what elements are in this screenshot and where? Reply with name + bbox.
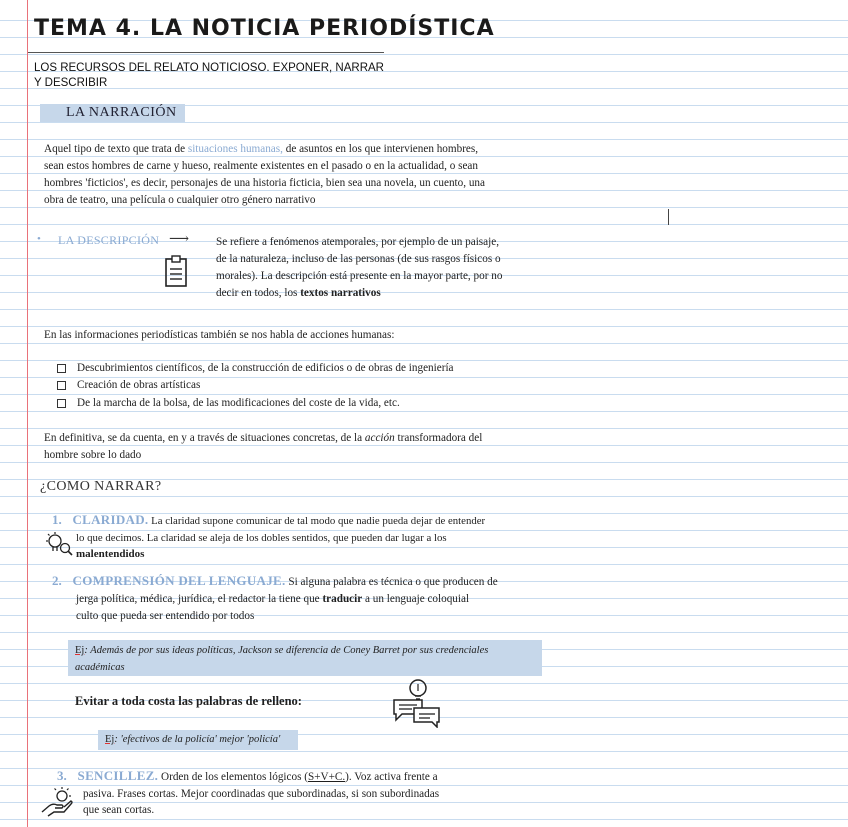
idea-chat-icon: [392, 676, 442, 733]
text-run: de asuntos en los que intervienen hombres,: [282, 143, 479, 155]
text-run: La claridad supone comunicar de tal modo que nadie pueda dejar de entender: [151, 515, 486, 527]
underlined-term: S+V+C.: [307, 771, 346, 783]
bullet-icon: •: [37, 233, 41, 245]
narracion-paragraph: [44, 141, 564, 209]
section-heading-como-narrar: ¿COMO NARRAR?: [40, 479, 162, 494]
text-line: Se refiere a fenómenos atemporales, por ejemplo de un paisaje,: [216, 236, 499, 248]
section-heading-narracion: LA NARRACIÓN: [40, 104, 185, 122]
highlighted-term: situaciones humanas,: [187, 143, 283, 155]
comprension-block: [52, 572, 552, 625]
bold-term: textos narrativos: [300, 287, 381, 299]
text-run: jerga política, médica, jurídica, el redactor la tiene que: [76, 593, 323, 605]
list-item: [57, 379, 200, 391]
text-run: decir en todos, los: [216, 287, 301, 299]
list-item-text: De la marcha de la bolsa, de las modificaciones del coste de la vida, etc.: [77, 397, 400, 409]
page-subtitle: [34, 61, 394, 91]
italic-term: acción: [364, 432, 395, 444]
text-line: sean estos hombres de carne y hueso, realmente existentes en el pasado o en la actualidad, o sean: [44, 160, 478, 172]
text-run: ). Voz activa frente a: [345, 771, 438, 783]
text-run: : 'efectivos de la policía' mejor 'policía': [114, 734, 281, 745]
text-line: de la naturaleza, incluso de las personas (de sus rasgos físicos o: [216, 253, 501, 265]
example-label: Ej: [75, 645, 85, 656]
text-run: a un lenguaje coloquial: [362, 593, 470, 605]
conclusion-paragraph: [44, 430, 564, 464]
notebook-margin-line: [27, 0, 28, 827]
clipboard-icon: [164, 254, 188, 293]
example-text: [75, 642, 537, 676]
claridad-block: [52, 511, 552, 562]
keyword-comprension: COMPRENSIÓN DEL LENGUAJE.: [72, 573, 286, 588]
text-line: hombres 'ficticios', es decir, personajes de una historia ficticia, bien sea una novela, un cuento, una: [44, 177, 485, 189]
text-run: Orden de los elementos lógicos (: [158, 771, 308, 783]
bold-term: traducir: [322, 593, 363, 605]
example-text-2: [105, 731, 280, 748]
list-item: [57, 362, 454, 374]
section-heading-descripcion: LA DESCRIPCIÓN: [58, 233, 160, 247]
item-number: 3.: [57, 768, 67, 783]
text-run: Si alguna palabra es técnica o que producen de: [285, 576, 498, 588]
sencillez-block: [57, 767, 527, 818]
text-run: : Además de por sus ideas políticas, Jackson se diferencia de Coney Barret por sus credenciales: [84, 645, 489, 656]
hand-lightbulb-icon: [40, 786, 76, 825]
keyword-sencillez: SENCILLEZ.: [77, 768, 159, 783]
informaciones-intro: En las informaciones periodísticas también se nos habla de acciones humanas:: [44, 329, 395, 341]
descripcion-paragraph: [216, 234, 546, 302]
text-run: transformadora del: [394, 432, 483, 444]
subtitle-line-2: Y DESCRIBIR: [34, 77, 108, 89]
evitar-heading: Evitar a toda costa las palabras de relleno:: [75, 694, 302, 708]
keyword-claridad: CLARIDAD.: [72, 512, 149, 527]
page-title: TEMA 4. LA NOTICIA PERIODÍSTICA: [34, 16, 495, 41]
text-line: hombre sobre lo dado: [44, 449, 142, 461]
checkbox-square-icon: [57, 364, 66, 373]
item-number: 2.: [52, 573, 62, 588]
text-line: culto que pueda ser entendido por todos: [76, 610, 255, 622]
subtitle-line-1: LOS RECURSOS DEL RELATO NOTICIOSO. EXPONER, NARRAR: [34, 62, 384, 74]
item-number: 1.: [52, 512, 62, 527]
text-line: morales). La descripción está presente en la mayor parte, por no: [216, 270, 503, 282]
text-line: lo que decimos. La claridad se aleja de los dobles sentidos, que pueden dar lugar a los: [76, 532, 447, 544]
text-run: En definitiva, se da cuenta, en y a través de situaciones concretas, de la: [44, 432, 365, 444]
list-item-text: Creación de obras artísticas: [77, 379, 201, 391]
title-underline: [28, 52, 384, 53]
list-item-text: Descubrimientos científicos, de la construcción de edificios o de obras de ingeniería: [77, 362, 454, 374]
text-line: que sean cortas.: [83, 804, 155, 816]
checkbox-square-icon: [57, 381, 66, 390]
lightbulb-search-icon: [44, 531, 74, 562]
text-cursor: [668, 209, 669, 225]
example-label: Ej: [105, 734, 115, 745]
bold-term: malentendidos: [76, 548, 145, 560]
text-line: obra de teatro, una película o cualquier otro género narrativo: [44, 194, 316, 206]
text-line: académicas: [75, 662, 125, 673]
text-line: pasiva. Frases cortas. Mejor coordinadas que subordinadas, si son subordinadas: [83, 788, 440, 800]
text-run: Aquel tipo de texto que trata de: [44, 143, 188, 155]
arrow-right-icon: ⟶: [169, 232, 190, 247]
checkbox-square-icon: [57, 399, 66, 408]
list-item: [57, 397, 400, 409]
